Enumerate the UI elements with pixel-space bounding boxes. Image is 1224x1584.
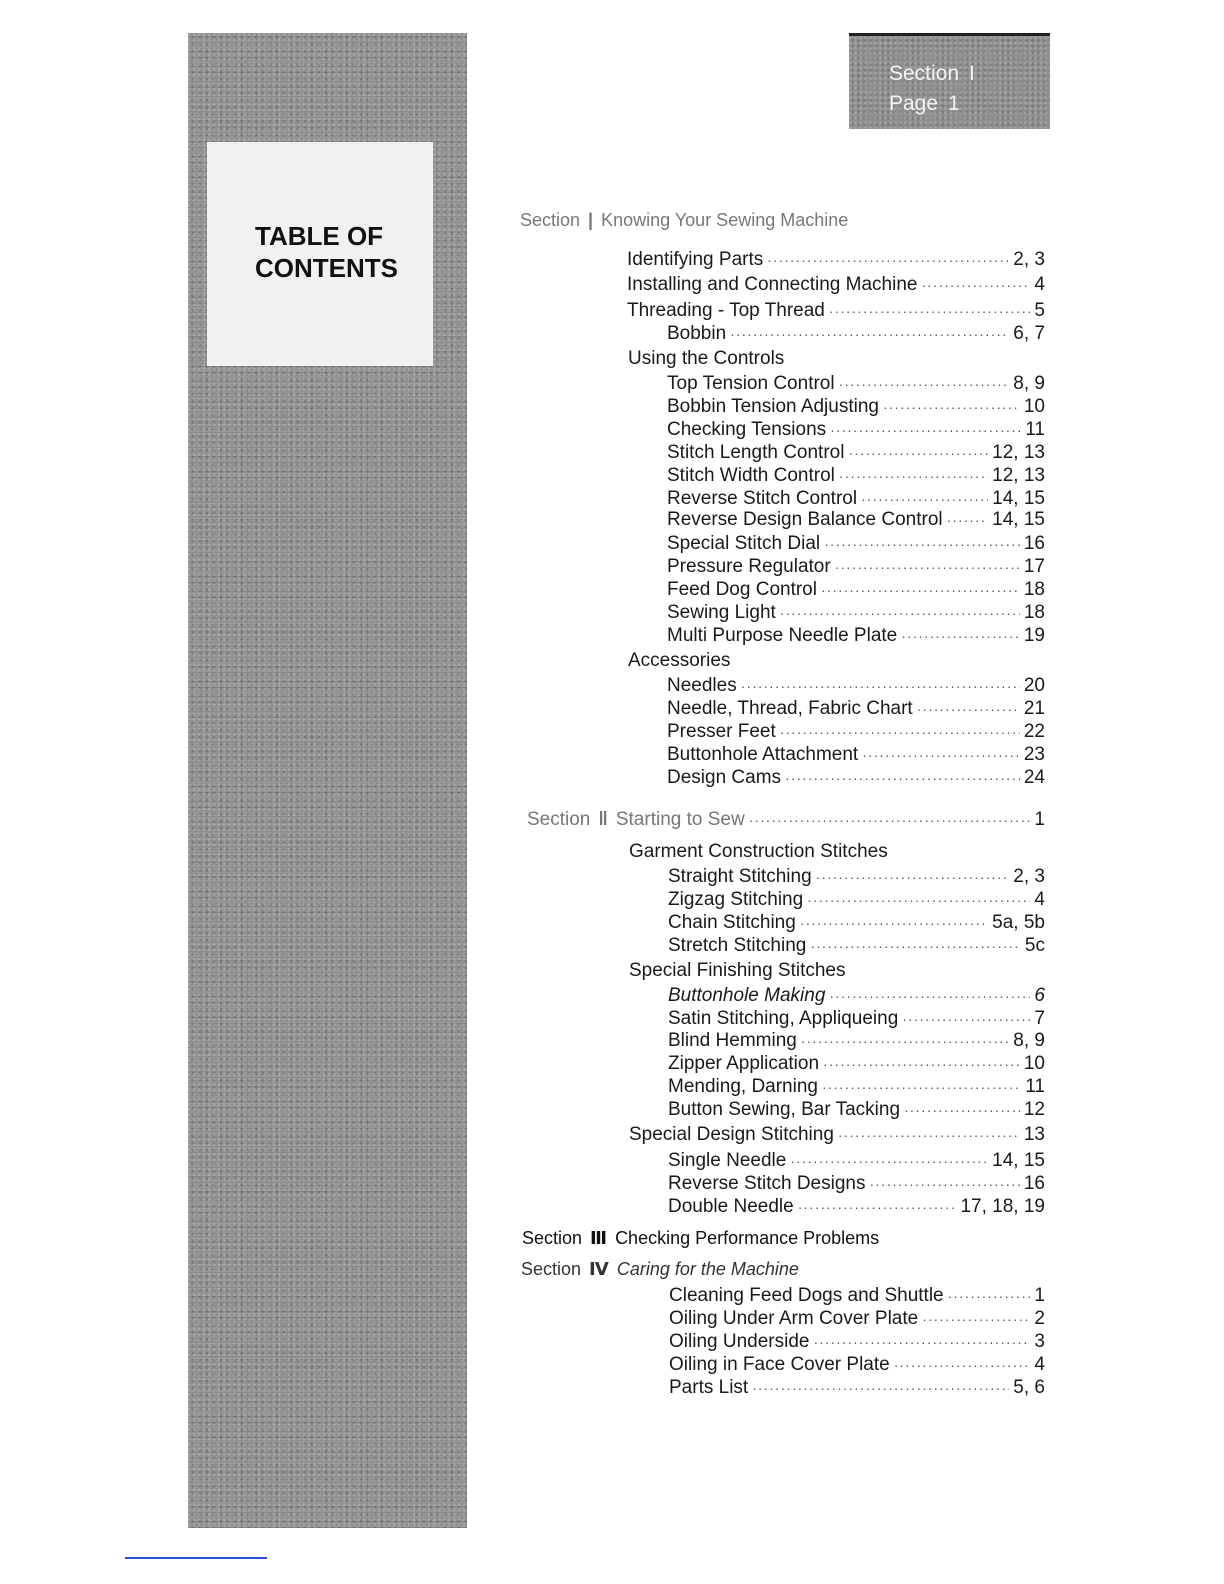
entry-page: 4 (1034, 274, 1045, 295)
toc-subheading: Garment Construction Stitches (629, 841, 888, 862)
entry-page: 4 (1034, 889, 1045, 910)
section-title: Caring for the Machine (616, 1259, 799, 1279)
dot-leader (848, 441, 988, 465)
entry-page: 6 (1034, 985, 1045, 1006)
toc-entry[interactable] (0, 1098, 1045, 1122)
entry-label: Blind Hemming (668, 1030, 797, 1051)
entry-label: Stitch Length Control (667, 442, 845, 463)
dot-leader (862, 743, 1020, 767)
dot-leader (790, 1149, 988, 1173)
toc-title-line1: TABLE OF (255, 221, 384, 251)
tab-section-word: Section (889, 62, 960, 85)
dot-leader (835, 555, 1020, 579)
tab-section-num: I (969, 62, 975, 85)
entry-page: 14, 15 (992, 1150, 1045, 1171)
entry-page: 19 (1023, 625, 1045, 646)
toc-entry[interactable] (0, 395, 1045, 419)
toc-entry[interactable] (0, 697, 1045, 721)
entry-page: 3 (1034, 1331, 1045, 1352)
entry-label: Design Cams (667, 767, 782, 788)
entry-label: Presser Feet (667, 721, 776, 742)
entry-page: 5 (1034, 300, 1045, 321)
dot-leader (824, 532, 1020, 556)
entry-page: 2 (1034, 1308, 1045, 1329)
section-title: Knowing Your Sewing Machine (601, 210, 849, 230)
toc-entry[interactable] (0, 1376, 1045, 1400)
toc-entry[interactable] (0, 911, 1045, 935)
entry-page: 12, 13 (992, 442, 1045, 463)
toc-entry[interactable] (0, 322, 1045, 346)
entry-label: Identifying Parts (627, 249, 764, 270)
toc-entry[interactable] (0, 464, 1045, 488)
entry-label: Pressure Regulator (667, 556, 831, 577)
toc-entry[interactable] (0, 720, 1045, 744)
dot-leader (883, 395, 1020, 419)
toc-entry[interactable] (0, 865, 1045, 889)
dot-leader (785, 766, 1020, 790)
dot-leader (813, 1330, 1030, 1354)
entry-label: Oiling in Face Cover Plate (669, 1354, 890, 1375)
entry-label: Bobbin Tension Adjusting (667, 396, 879, 417)
entry-label: Checking Tensions (667, 419, 827, 440)
entry-label: Oiling Under Arm Cover Plate (669, 1308, 919, 1329)
toc-entry[interactable] (0, 248, 1045, 272)
toc-entry[interactable] (0, 1353, 1045, 1377)
entry-label: Satin Stitching, Appliqueing (668, 1008, 899, 1029)
dot-leader (823, 1052, 1020, 1076)
dot-leader (917, 697, 1020, 721)
dot-leader (869, 1172, 1019, 1196)
entry-page: 13 (1023, 1124, 1045, 1145)
toc-entry[interactable] (0, 624, 1045, 648)
toc-entry[interactable] (0, 555, 1045, 579)
entry-page: 11 (1025, 419, 1045, 440)
toc-entry[interactable] (0, 1172, 1045, 1196)
entry-page: 16 (1023, 1173, 1045, 1194)
dot-leader (749, 808, 1031, 832)
entry-label: Buttonhole Making (668, 985, 826, 1006)
toc-entry[interactable] (0, 1284, 1045, 1308)
section-label: Section (522, 1228, 583, 1248)
dot-leader (904, 1098, 1020, 1122)
toc-entry[interactable] (0, 578, 1045, 602)
dot-leader (767, 248, 1009, 272)
entry-page: 8, 9 (1013, 1030, 1045, 1051)
entry-page: 21 (1023, 698, 1045, 719)
tab-page-word: Page (889, 92, 939, 115)
entry-label: Reverse Stitch Control (667, 488, 858, 509)
entry-label: Needle, Thread, Fabric Chart (667, 698, 913, 719)
toc-entry[interactable] (0, 984, 1045, 1008)
dot-leader (730, 322, 1009, 346)
entry-page: 14, 15 (992, 488, 1045, 509)
entry-page: 12, 13 (992, 465, 1045, 486)
entry-label: Mending, Darning (668, 1076, 818, 1097)
toc-entry[interactable] (0, 674, 1045, 698)
bottom-link-underline (125, 1557, 267, 1559)
entry-label: Chain Stitching (668, 912, 796, 933)
dot-leader (947, 508, 989, 532)
dot-leader (807, 888, 1030, 912)
entry-page: 18 (1023, 602, 1045, 623)
entry-page: 6, 7 (1013, 323, 1045, 344)
entry-label: Straight Stitching (668, 866, 812, 887)
entry-page: 1 (1034, 1285, 1045, 1306)
section-label-2: Section ‖ Starting to Sew (527, 809, 745, 830)
toc-title-line2: CONTENTS (255, 253, 398, 283)
toc-entry[interactable] (0, 372, 1045, 396)
section-num: Ⅲ (590, 1228, 608, 1248)
section-heading-1 (520, 210, 848, 231)
toc-subheading: Using the Controls (628, 348, 785, 369)
dot-leader (780, 601, 1020, 625)
toc-entry[interactable] (0, 1075, 1045, 1099)
dot-leader (822, 1075, 1021, 1099)
entry-page: 8, 9 (1013, 373, 1045, 394)
entry-label: Installing and Connecting Machine (627, 274, 918, 295)
entry-page: 1 (1034, 809, 1045, 830)
section-label: Section (521, 1259, 582, 1279)
dot-leader (829, 984, 1030, 1008)
section-label: Section (520, 210, 581, 230)
section-heading-2[interactable] (0, 808, 1045, 832)
entry-label: Threading - Top Thread (627, 300, 825, 321)
dot-leader (922, 1307, 1030, 1331)
entry-label: Bobbin (667, 323, 727, 344)
toc-entry[interactable] (0, 766, 1045, 790)
entry-label: Reverse Stitch Designs (668, 1173, 866, 1194)
entry-label: Feed Dog Control (667, 579, 817, 600)
toc-entry[interactable] (0, 1029, 1045, 1053)
dot-leader (780, 720, 1020, 744)
entry-label: Special Stitch Dial (667, 533, 821, 554)
entry-page: 5a, 5b (992, 912, 1045, 933)
entry-label: Stretch Stitching (668, 935, 807, 956)
toc-entry[interactable] (0, 418, 1045, 442)
dot-leader (838, 1123, 1020, 1147)
toc-entry[interactable] (0, 1052, 1045, 1076)
dot-leader (829, 299, 1031, 323)
entry-page: 10 (1023, 396, 1045, 417)
toc-entry[interactable] (0, 441, 1045, 465)
toc-entry[interactable] (0, 1195, 1045, 1219)
toc-subheading: Accessories (628, 650, 731, 671)
toc-entry[interactable] (0, 1307, 1045, 1331)
dot-leader (948, 1284, 1031, 1308)
entry-label: Sewing Light (667, 602, 776, 623)
dot-leader (901, 624, 1020, 648)
entry-label: Top Tension Control (667, 373, 835, 394)
dot-leader (810, 934, 1021, 958)
entry-label: Buttonhole Attachment (667, 744, 859, 765)
toc-entry[interactable] (0, 508, 1045, 532)
entry-label: Button Sewing, Bar Tacking (668, 1099, 901, 1120)
toc-entry[interactable] (0, 601, 1045, 625)
dot-leader (839, 372, 1010, 396)
dot-leader (839, 464, 988, 488)
dot-leader (902, 1007, 1030, 1031)
toc-entry[interactable] (0, 888, 1045, 912)
dot-leader (798, 1195, 957, 1219)
dot-leader (752, 1376, 1009, 1400)
tab-page-num: 1 (948, 92, 960, 115)
entry-page: 23 (1023, 744, 1045, 765)
entry-label: Cleaning Feed Dogs and Shuttle (669, 1285, 944, 1306)
entry-page: 24 (1023, 767, 1045, 788)
toc-subheading: Special Finishing Stitches (629, 960, 846, 981)
entry-label: Stitch Width Control (667, 465, 835, 486)
toc-entry[interactable] (0, 934, 1045, 958)
toc-entry[interactable] (0, 1330, 1045, 1354)
dot-leader (801, 1029, 1009, 1053)
section-heading-3[interactable] (522, 1228, 879, 1249)
section-title: Checking Performance Problems (615, 1228, 880, 1248)
section-num: | (588, 210, 594, 230)
entry-page: 5, 6 (1013, 1377, 1045, 1398)
entry-page: 11 (1025, 1076, 1045, 1097)
entry-page: 7 (1034, 1008, 1045, 1029)
entry-label: Needles (667, 675, 737, 696)
dot-leader (894, 1353, 1031, 1377)
entry-label: Reverse Design Balance Control (667, 509, 943, 530)
entry-page: 2, 3 (1013, 249, 1045, 270)
section-num: Ⅳ (589, 1259, 609, 1279)
entry-page: 14, 15 (992, 509, 1045, 530)
entry-label: Zipper Application (668, 1053, 820, 1074)
entry-page: 18 (1023, 579, 1045, 600)
entry-label: Double Needle (668, 1196, 794, 1217)
entry-label: Multi Purpose Needle Plate (667, 625, 898, 646)
dot-leader (921, 273, 1030, 297)
entry-page: 22 (1023, 721, 1045, 742)
entry-page: 10 (1023, 1053, 1045, 1074)
entry-label: Single Needle (668, 1150, 787, 1171)
dot-leader (830, 418, 1021, 442)
dot-leader (821, 578, 1020, 602)
dot-leader (800, 911, 988, 935)
entry-page: 2, 3 (1013, 866, 1045, 887)
entry-page: 16 (1023, 533, 1045, 554)
toc-entry[interactable] (0, 532, 1045, 556)
entry-label: Parts List (669, 1377, 749, 1398)
section-heading-4[interactable] (521, 1259, 799, 1280)
entry-page: 4 (1034, 1354, 1045, 1375)
toc-entry[interactable] (0, 273, 1045, 297)
toc-entry[interactable] (0, 1007, 1045, 1031)
dot-leader (816, 865, 1010, 889)
entry-page: 5c (1024, 935, 1045, 956)
entry-page: 12 (1023, 1099, 1045, 1120)
dot-leader (741, 674, 1020, 698)
toc-entry[interactable] (0, 299, 1045, 323)
toc-entry[interactable] (0, 1149, 1045, 1173)
entry-page: 20 (1023, 675, 1045, 696)
entry-page: 17, 18, 19 (960, 1196, 1045, 1217)
toc-entry[interactable] (0, 743, 1045, 767)
toc-entry[interactable] (0, 1123, 1045, 1147)
entry-label: Oiling Underside (669, 1331, 810, 1352)
entry-label: Special Design Stitching (629, 1124, 834, 1145)
entry-label: Zigzag Stitching (668, 889, 804, 910)
entry-page: 17 (1023, 556, 1045, 577)
